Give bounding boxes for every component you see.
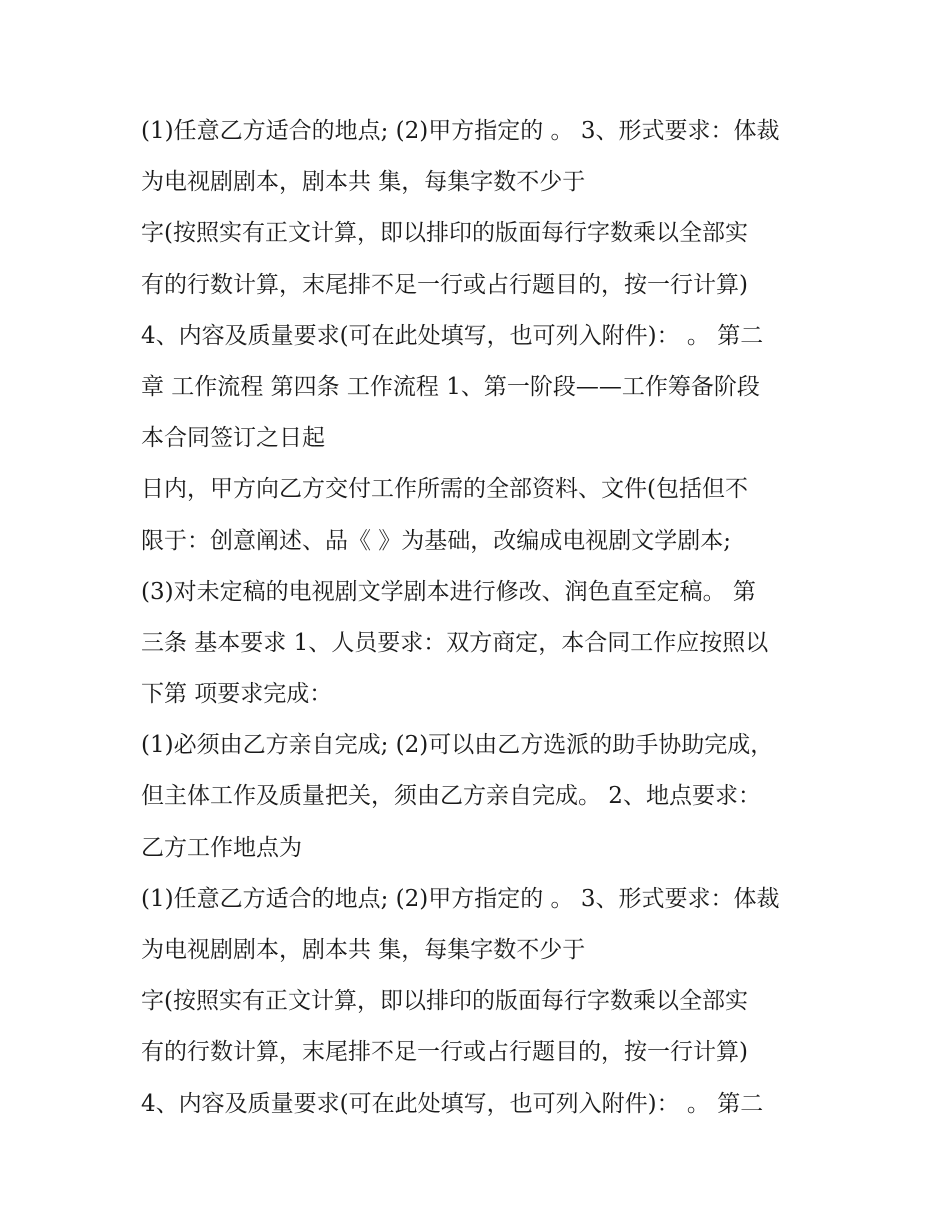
text-line: 本合同签订之日起: [141, 425, 325, 452]
text-line: (1)任意乙方适合的地点; (2)甲方指定的 。 3、形式要求：体裁: [141, 885, 780, 912]
text-line: (3)对未定稿的电视剧文学剧本进行修改、润色直至定稿。 第: [141, 578, 756, 605]
text-line: 乙方工作地点为: [141, 834, 302, 861]
text-line: (1)任意乙方适合的地点; (2)甲方指定的 。 3、形式要求：体裁: [141, 118, 780, 144]
text-line: 为电视剧剧本，剧本共 集，每集字数不少于: [141, 937, 586, 963]
text-line: 但主体工作及质量把关，须由乙方亲自完成。 2、地点要求：: [141, 783, 761, 810]
text-line: 有的行数计算，末尾排不足一行或占行题目的，按一行计算): [141, 271, 748, 298]
text-line: 章 工作流程 第四条 工作流程 1、第一阶段——工作筹备阶段: [141, 373, 760, 400]
text-line: 为电视剧剧本，剧本共 集，每集字数不少于: [141, 169, 586, 196]
text-line: 字(按照实有正文计算，即以排印的版面每行字数乘以全部实: [141, 988, 748, 1015]
text-line: 下第 项要求完成：: [141, 681, 333, 708]
text-line: 三条 基本要求 1、人员要求：双方商定，本合同工作应按照以: [141, 629, 769, 656]
document-body: [141, 106, 821, 1130]
text-line: 日内，甲方向乙方交付工作所需的全部资料、文件(包括但不: [141, 476, 748, 503]
text-line: (1)必须由乙方亲自完成; (2)可以由乙方选派的助手协助完成，: [141, 732, 774, 759]
text-line: 4、内容及质量要求(可在此处填写，也可列入附件)： 。 第二: [141, 1090, 764, 1117]
text-line: 字(按照实有正文计算，即以排印的版面每行字数乘以全部实: [141, 220, 748, 247]
text-line: 4、内容及质量要求(可在此处填写，也可列入附件)： 。 第二: [141, 322, 764, 349]
text-line: 有的行数计算，末尾排不足一行或占行题目的，按一行计算): [141, 1039, 748, 1066]
text-line: 限于：创意阐述、品《 》为基础，改编成电视剧文学剧本;: [141, 527, 732, 554]
